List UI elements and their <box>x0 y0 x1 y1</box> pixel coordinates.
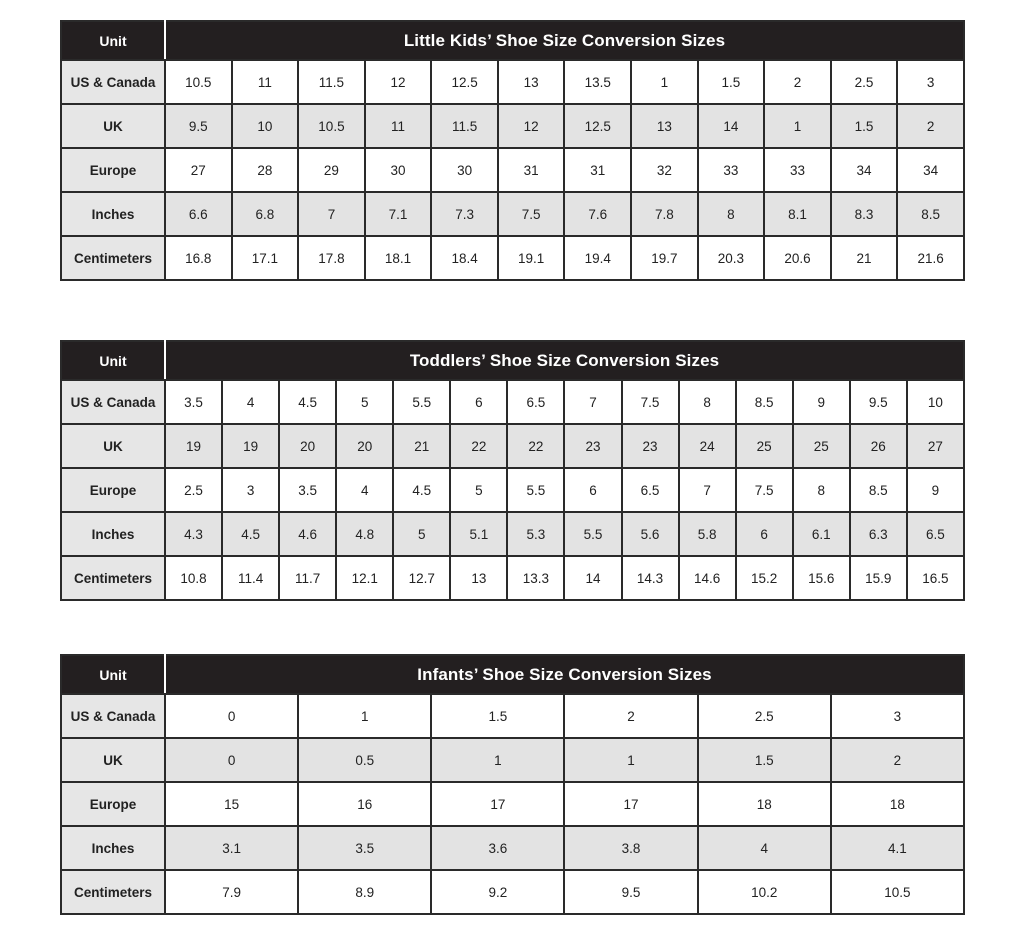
table-cell: 8.5 <box>897 192 964 236</box>
row-label: Europe <box>61 148 165 192</box>
row-label: Europe <box>61 468 165 512</box>
table-cell: 11.5 <box>298 60 365 104</box>
row-label: Europe <box>61 782 165 826</box>
table-cell: 22 <box>507 424 564 468</box>
table-cell: 1 <box>298 694 431 738</box>
table-cell: 8.3 <box>831 192 898 236</box>
table-cell: 14.3 <box>622 556 679 600</box>
table-cell: 18.4 <box>431 236 498 280</box>
table-cell: 12.1 <box>336 556 393 600</box>
table-cell: 15 <box>165 782 298 826</box>
table-row-inches <box>61 192 964 236</box>
table-cell: 20.6 <box>764 236 831 280</box>
table-row-uk <box>61 104 964 148</box>
table-cell: 15.2 <box>736 556 793 600</box>
table-row-europe <box>61 782 964 826</box>
table-cell: 7.5 <box>498 192 565 236</box>
table-cell: 3.5 <box>165 380 222 424</box>
table-cell: 8.5 <box>736 380 793 424</box>
table-cell: 7.5 <box>736 468 793 512</box>
table-cell: 31 <box>498 148 565 192</box>
table-cell: 8 <box>679 380 736 424</box>
table-cell: 4.1 <box>831 826 964 870</box>
table-cell: 21.6 <box>897 236 964 280</box>
table-cell: 3.5 <box>279 468 336 512</box>
table-cell: 14.6 <box>679 556 736 600</box>
table-cell: 5 <box>393 512 450 556</box>
table-cell: 30 <box>365 148 432 192</box>
table-cell: 10.5 <box>165 60 232 104</box>
table-cell: 5.3 <box>507 512 564 556</box>
table-header-row <box>61 341 964 380</box>
table-cell: 14 <box>698 104 765 148</box>
table-cell: 18 <box>698 782 831 826</box>
table-cell: 2.5 <box>698 694 831 738</box>
toddlers-size-table <box>60 340 965 601</box>
table-cell: 3 <box>897 60 964 104</box>
table-cell: 20 <box>336 424 393 468</box>
table-cell: 4 <box>698 826 831 870</box>
table-cell: 21 <box>393 424 450 468</box>
table-cell: 25 <box>793 424 850 468</box>
table-cell: 15.6 <box>793 556 850 600</box>
table-cell: 6.5 <box>907 512 964 556</box>
table-cell: 13.5 <box>564 60 631 104</box>
table-cell: 16.5 <box>907 556 964 600</box>
table-cell: 16 <box>298 782 431 826</box>
table-row-inches <box>61 826 964 870</box>
table-cell: 5.5 <box>393 380 450 424</box>
table-cell: 7 <box>298 192 365 236</box>
table-cell: 6.8 <box>232 192 299 236</box>
table-row-inches <box>61 512 964 556</box>
table-cell: 10.5 <box>831 870 964 914</box>
table-cell: 10 <box>907 380 964 424</box>
table-cell: 19.7 <box>631 236 698 280</box>
row-label: UK <box>61 104 165 148</box>
table-row-europe <box>61 148 964 192</box>
table-cell: 6.6 <box>165 192 232 236</box>
table-cell: 33 <box>698 148 765 192</box>
table-cell: 22 <box>450 424 507 468</box>
row-label: Inches <box>61 826 165 870</box>
table-row-uk <box>61 738 964 782</box>
table-cell: 12 <box>498 104 565 148</box>
table-cell: 10.2 <box>698 870 831 914</box>
table-cell: 17 <box>431 782 564 826</box>
unit-column-header: Unit <box>61 21 165 60</box>
table-cell: 34 <box>831 148 898 192</box>
table-cell: 13 <box>631 104 698 148</box>
table-cell: 31 <box>564 148 631 192</box>
row-label: Centimeters <box>61 236 165 280</box>
table-cell: 8 <box>698 192 765 236</box>
table-cell: 15.9 <box>850 556 907 600</box>
table-row-centimeters <box>61 870 964 914</box>
table-row-us-canada <box>61 60 964 104</box>
table-cell: 5.1 <box>450 512 507 556</box>
table-cell: 8 <box>793 468 850 512</box>
table-title: Toddlers’ Shoe Size Conversion Sizes <box>165 341 964 380</box>
table-cell: 12.7 <box>393 556 450 600</box>
table-cell: 3 <box>222 468 279 512</box>
table-cell: 11 <box>232 60 299 104</box>
table-title: Little Kids’ Shoe Size Conversion Sizes <box>165 21 964 60</box>
table-cell: 12 <box>365 60 432 104</box>
little-kids-size-table <box>60 20 965 281</box>
table-cell: 6 <box>450 380 507 424</box>
table-cell: 3 <box>831 694 964 738</box>
table-header-row <box>61 655 964 694</box>
table-cell: 34 <box>897 148 964 192</box>
table-row-centimeters <box>61 236 964 280</box>
table-cell: 10.8 <box>165 556 222 600</box>
row-label: US & Canada <box>61 60 165 104</box>
table-cell: 20.3 <box>698 236 765 280</box>
table-cell: 5 <box>336 380 393 424</box>
row-label: UK <box>61 424 165 468</box>
table-cell: 6.3 <box>850 512 907 556</box>
table-cell: 4.3 <box>165 512 222 556</box>
row-label: Inches <box>61 512 165 556</box>
table-cell: 4.5 <box>279 380 336 424</box>
table-cell: 17.8 <box>298 236 365 280</box>
table-cell: 19 <box>165 424 222 468</box>
unit-column-header: Unit <box>61 341 165 380</box>
table-row-centimeters <box>61 556 964 600</box>
table-cell: 7.3 <box>431 192 498 236</box>
table-cell: 9 <box>907 468 964 512</box>
table-cell: 6 <box>564 468 621 512</box>
table-cell: 1 <box>431 738 564 782</box>
table-cell: 9 <box>793 380 850 424</box>
table-cell: 24 <box>679 424 736 468</box>
table-cell: 9.5 <box>564 870 697 914</box>
table-cell: 19 <box>222 424 279 468</box>
table-cell: 3.1 <box>165 826 298 870</box>
table-row-us-canada <box>61 380 964 424</box>
table-cell: 7.9 <box>165 870 298 914</box>
table-cell: 11.4 <box>222 556 279 600</box>
table-cell: 11 <box>365 104 432 148</box>
table-cell: 4 <box>336 468 393 512</box>
table-cell: 1.5 <box>698 738 831 782</box>
table-cell: 16.8 <box>165 236 232 280</box>
table-cell: 19.4 <box>564 236 631 280</box>
table-cell: 17.1 <box>232 236 299 280</box>
table-cell: 2 <box>764 60 831 104</box>
table-cell: 17 <box>564 782 697 826</box>
unit-column-header: Unit <box>61 655 165 694</box>
table-cell: 1.5 <box>431 694 564 738</box>
table-cell: 27 <box>907 424 964 468</box>
table-cell: 6.5 <box>622 468 679 512</box>
table-cell: 25 <box>736 424 793 468</box>
table-cell: 18.1 <box>365 236 432 280</box>
table-cell: 27 <box>165 148 232 192</box>
table-cell: 28 <box>232 148 299 192</box>
table-cell: 9.2 <box>431 870 564 914</box>
row-label: UK <box>61 738 165 782</box>
table-cell: 2 <box>831 738 964 782</box>
table-header-row <box>61 21 964 60</box>
table-cell: 1.5 <box>831 104 898 148</box>
table-cell: 2.5 <box>165 468 222 512</box>
table-cell: 4.6 <box>279 512 336 556</box>
table-cell: 4 <box>222 380 279 424</box>
row-label: US & Canada <box>61 380 165 424</box>
table-cell: 12.5 <box>564 104 631 148</box>
table-cell: 1 <box>564 738 697 782</box>
table-title: Infants’ Shoe Size Conversion Sizes <box>165 655 964 694</box>
table-cell: 0.5 <box>298 738 431 782</box>
table-cell: 1 <box>631 60 698 104</box>
table-cell: 1.5 <box>698 60 765 104</box>
table-cell: 0 <box>165 738 298 782</box>
row-label: Inches <box>61 192 165 236</box>
table-cell: 0 <box>165 694 298 738</box>
table-cell: 3.6 <box>431 826 564 870</box>
table-cell: 5.6 <box>622 512 679 556</box>
table-cell: 13 <box>450 556 507 600</box>
table-cell: 5.8 <box>679 512 736 556</box>
table-row-uk <box>61 424 964 468</box>
table-cell: 8.1 <box>764 192 831 236</box>
table-cell: 18 <box>831 782 964 826</box>
table-cell: 9.5 <box>165 104 232 148</box>
table-cell: 3.5 <box>298 826 431 870</box>
table-cell: 7.6 <box>564 192 631 236</box>
table-cell: 6.5 <box>507 380 564 424</box>
table-cell: 11.7 <box>279 556 336 600</box>
table-cell: 1 <box>764 104 831 148</box>
table-cell: 4.5 <box>222 512 279 556</box>
table-cell: 26 <box>850 424 907 468</box>
table-cell: 7 <box>564 380 621 424</box>
table-cell: 19.1 <box>498 236 565 280</box>
table-row-us-canada <box>61 694 964 738</box>
table-cell: 10 <box>232 104 299 148</box>
table-cell: 7.1 <box>365 192 432 236</box>
table-cell: 14 <box>564 556 621 600</box>
table-cell: 5 <box>450 468 507 512</box>
row-label: Centimeters <box>61 556 165 600</box>
row-label: US & Canada <box>61 694 165 738</box>
table-cell: 12.5 <box>431 60 498 104</box>
table-cell: 7 <box>679 468 736 512</box>
table-cell: 23 <box>622 424 679 468</box>
table-cell: 32 <box>631 148 698 192</box>
table-cell: 7.8 <box>631 192 698 236</box>
table-cell: 4.5 <box>393 468 450 512</box>
table-cell: 2 <box>564 694 697 738</box>
table-cell: 20 <box>279 424 336 468</box>
table-cell: 6.1 <box>793 512 850 556</box>
infants-size-table <box>60 654 965 915</box>
table-cell: 10.5 <box>298 104 365 148</box>
table-cell: 7.5 <box>622 380 679 424</box>
table-cell: 23 <box>564 424 621 468</box>
table-cell: 5.5 <box>507 468 564 512</box>
table-cell: 4.8 <box>336 512 393 556</box>
table-cell: 9.5 <box>850 380 907 424</box>
table-cell: 2 <box>897 104 964 148</box>
table-cell: 13 <box>498 60 565 104</box>
table-cell: 8.9 <box>298 870 431 914</box>
table-cell: 21 <box>831 236 898 280</box>
table-cell: 11.5 <box>431 104 498 148</box>
table-cell: 5.5 <box>564 512 621 556</box>
table-cell: 29 <box>298 148 365 192</box>
table-cell: 8.5 <box>850 468 907 512</box>
table-cell: 6 <box>736 512 793 556</box>
table-row-europe <box>61 468 964 512</box>
row-label: Centimeters <box>61 870 165 914</box>
table-cell: 30 <box>431 148 498 192</box>
table-cell: 13.3 <box>507 556 564 600</box>
table-cell: 33 <box>764 148 831 192</box>
table-cell: 2.5 <box>831 60 898 104</box>
table-cell: 3.8 <box>564 826 697 870</box>
